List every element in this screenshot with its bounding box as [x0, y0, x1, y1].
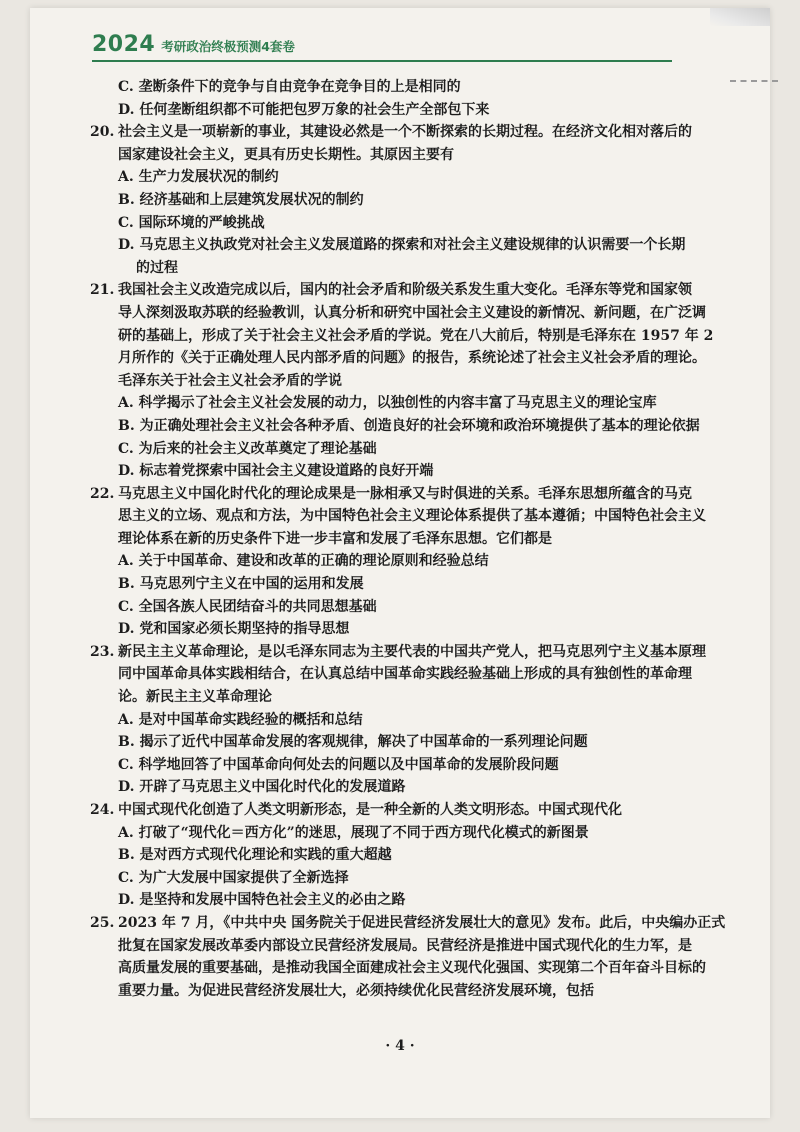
answer-option: 的过程	[136, 259, 178, 276]
question-stem-line	[118, 686, 748, 709]
question-stem-text: 重要力量。为促进民营经济发展壮大，必须持续优化民营经济发展环境，包括	[118, 982, 594, 999]
question-stem-text: 中国式现代化创造了人类文明新形态，是一种全新的人类文明形态。中国式现代化	[118, 802, 622, 818]
question-stem-line	[118, 302, 748, 325]
answer-option: B. 为正确处理社会主义社会各种矛盾、创造良好的社会环境和政治环境提供了基本的理论依据	[118, 417, 700, 434]
answer-option: B. 经济基础和上层建筑发展状况的制约	[118, 191, 364, 208]
question-stem-line	[90, 912, 748, 935]
question-stem-text: 毛泽东关于社会主义社会矛盾的学说	[118, 372, 342, 389]
question-stem-text: 马克思主义中国化时代化的理论成果是一脉相承又与时俱进的关系。毛泽东思想所蕴含的马克	[118, 485, 692, 502]
question-block	[118, 76, 748, 121]
header-year: 2024	[92, 32, 156, 57]
question-number: 22.	[90, 485, 115, 502]
question-number: 25.	[90, 914, 115, 931]
question-stem-text: 论。新民主主义革命理论	[118, 689, 272, 706]
answer-option: A. 关于中国革命、建设和改革的正确的理论原则和经验总结	[118, 553, 489, 570]
question-stem-line	[90, 279, 748, 302]
page-corner-fold	[710, 8, 770, 26]
page-number: · 4 ·	[385, 1038, 415, 1054]
question-block	[90, 279, 748, 482]
question-block	[90, 483, 748, 641]
question-stem-text: 批复在国家发展改革委内部设立民营经济发展局。民营经济是推进中国式现代化的生力军，是	[118, 937, 692, 954]
question-stem-line	[118, 935, 748, 958]
question-stem-text: 新民主主义革命理论，是以毛泽东同志为主要代表的中国共产党人，把马克思列宁主义基本原理	[118, 643, 706, 660]
question-stem-text: 2023 年 7 月，《中共中央 国务院关于促进民营经济发展壮大的意见》发布。此后，中央编办正式	[118, 914, 726, 931]
question-stem-text: 研的基础上，形成了关于社会主义社会矛盾的学说。党在八大前后，特别是毛泽东在 1957 年 2	[118, 327, 714, 344]
question-stem-text: 同中国革命具体实践相结合，在认真总结中国革命实践经验基础上形成的具有独创性的革命理	[118, 666, 692, 683]
answer-option: C. 垄断条件下的竞争与自由竞争在竞争目的上是相同的	[118, 79, 461, 95]
answer-option: A. 是对中国革命实践经验的概括和总结	[118, 711, 363, 728]
question-stem-text: 导人深刻汲取苏联的经验教训，认真分析和研究中国社会主义建设的新情况、新问题，在广泛调	[118, 304, 706, 321]
question-number: 23.	[90, 643, 115, 660]
header-title: 考研政治终极预测4套卷	[161, 39, 295, 54]
question-stem-line	[118, 325, 748, 348]
question-stem-line	[118, 370, 748, 393]
question-stem-line	[90, 121, 748, 144]
answer-option: B. 是对西方式现代化理论和实践的重大超越	[118, 847, 392, 864]
question-block	[90, 912, 748, 1002]
answer-option: D. 开辟了马克思主义中国化时代化的发展道路	[118, 779, 406, 796]
question-block	[90, 641, 748, 799]
question-number: 21.	[90, 282, 115, 299]
question-stem-line	[118, 528, 748, 551]
question-stem-text: 社会主义是一项崭新的事业，其建设必然是一个不断探索的长期过程。在经济文化相对落后的	[118, 124, 692, 141]
question-stem-text: 思主义的立场、观点和方法，为中国特色社会主义理论体系提供了基本遵循；中国特色社会主义	[118, 508, 706, 525]
question-stem-line	[118, 144, 748, 167]
question-stem-line	[90, 799, 748, 822]
answer-option: C. 国际环境的严峻挑战	[118, 214, 265, 231]
exam-page	[30, 8, 770, 1118]
question-block	[90, 121, 748, 279]
answer-option: B. 马克思列宁主义在中国的运用和发展	[118, 576, 364, 593]
question-stem-line	[118, 957, 748, 980]
question-number: 20.	[90, 124, 115, 141]
answer-option: D. 标志着党探索中国社会主义建设道路的良好开端	[118, 463, 434, 480]
answer-option: D. 任何垄断组织都不可能把包罗万象的社会生产全部包下来	[118, 101, 490, 118]
answer-option: A. 打破了“现代化＝西方化”的迷思，展现了不同于西方现代化模式的新图景	[118, 824, 589, 841]
question-stem-text: 高质量发展的重要基础，是推动我国全面建成社会主义现代化强国、实现第二个百年奋斗目标的	[118, 960, 706, 977]
header-rule	[92, 60, 672, 62]
answer-option: C. 为后来的社会主义改革奠定了理论基础	[118, 440, 377, 457]
question-stem-line	[90, 641, 748, 664]
question-stem-line	[90, 483, 748, 506]
answer-option: D. 是坚持和发展中国特色社会主义的必由之路	[118, 892, 406, 909]
question-stem-line	[118, 980, 748, 1003]
answer-option: C. 科学地回答了中国革命向何处去的问题以及中国革命的发展阶段问题	[118, 756, 559, 773]
page-header	[92, 32, 295, 57]
answer-option: B. 揭示了近代中国革命发展的客观规律，解决了中国革命的一系列理论问题	[118, 734, 588, 751]
answer-option: A. 科学揭示了社会主义社会发展的动力，以独创性的内容丰富了马克思主义的理论宝库	[118, 395, 657, 412]
question-stem-line	[118, 663, 748, 686]
question-stem-text: 月所作的《关于正确处理人民内部矛盾的问题》的报告，系统论述了社会主义社会矛盾的理论。	[118, 350, 706, 367]
answer-option: D. 党和国家必须长期坚持的指导思想	[118, 621, 350, 638]
question-list	[90, 76, 748, 1002]
question-stem-text: 国家建设社会主义，更具有历史长期性。其原因主要有	[118, 146, 454, 163]
question-number: 24.	[90, 802, 115, 818]
answer-option: A. 生产力发展状况的制约	[118, 169, 279, 186]
answer-option: C. 为广大发展中国家提供了全新选择	[118, 869, 349, 886]
answer-option: C. 全国各族人民团结奋斗的共同思想基础	[118, 598, 377, 615]
question-stem-text: 我国社会主义改造完成以后，国内的社会矛盾和阶级关系发生重大变化。毛泽东等党和国家领	[118, 282, 692, 299]
question-block	[90, 799, 748, 912]
question-stem-text: 理论体系在新的历史条件下进一步丰富和发展了毛泽东思想。它们都是	[118, 530, 552, 547]
question-stem-line	[118, 505, 748, 528]
question-stem-line	[118, 347, 748, 370]
answer-option: D. 马克思主义执政党对社会主义发展道路的探索和对社会主义建设规律的认识需要一个长期	[118, 237, 686, 254]
